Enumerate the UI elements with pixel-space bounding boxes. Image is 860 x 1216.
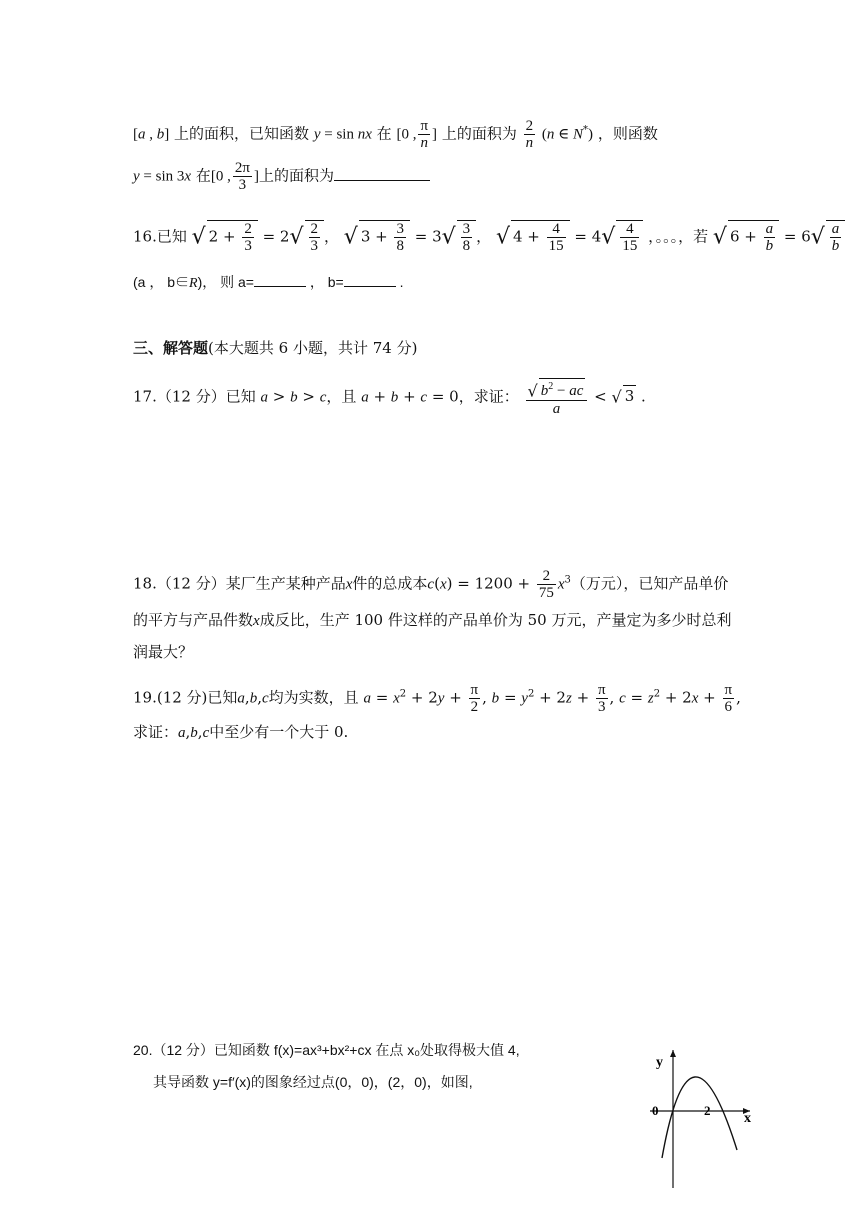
answer-blank-q15[interactable]	[334, 166, 430, 181]
q19-text-d: 中至少有一个大于 0.	[209, 723, 349, 741]
section-3-header	[133, 338, 417, 358]
q17-cond: ，且	[326, 387, 357, 406]
q18-text-f: 润最大？	[133, 643, 194, 661]
section-3-title: 三、解答题	[133, 339, 209, 357]
origin-label: 0	[652, 1103, 659, 1118]
q18-text-b: 件的总成本	[352, 574, 428, 593]
q19-line-1: 19.(12 分)已知a,b,c均为实数，且 $a = x^2 + 2y$ + $\frac{\pi}{2}$ , $b = y^2 + 2z$ + $\frac{\pi}{3}$ , $c = z^2 + 2x$ + $\frac{\pi}{6}$ ,	[133, 682, 741, 715]
fraction-2pi-over-3: $\frac{2\pi}{3}$	[234, 160, 250, 193]
q18-line-3	[133, 642, 193, 662]
q18-text-e: 成反比，生产 100 件这样的产品单价为 50 万元，产量定为多少时总利	[259, 611, 732, 629]
q16-label: 16.已知	[133, 227, 187, 246]
fraction-2-over-n: $\frac{2}{n}$	[525, 118, 534, 151]
q15-text-area: 上的面积，已知函数	[174, 124, 310, 143]
q17-prove: ，求证：	[458, 387, 519, 406]
q19-text-c: 求证：	[133, 723, 179, 741]
q16-end: .	[399, 274, 404, 290]
x-axis-label: x	[744, 1111, 751, 1126]
q16-line-2: (a ， b∈R)， 则 a= ， b= .	[133, 274, 404, 291]
q20-line-1	[133, 1040, 520, 1060]
q18-line-2: 的平方与产品件数x成反比，生产 100 件这样的产品单价为 50 万元，产量定为多少时总利	[133, 611, 732, 629]
section-3-note: (本大题共 6 小题，共计 74 分)	[208, 339, 418, 357]
q17-line: 17.（12 分）已知 a > b > c，且 a + b + c = 0，求证： $\frac{√ b^2 - ac}{a}$ < √ 3 .	[133, 378, 646, 417]
q16-cond-open: (a ， b	[133, 274, 176, 290]
y-axis-label: y	[656, 1055, 663, 1070]
derivative-graph	[640, 1040, 760, 1190]
q15-text-area-2: 上的面积为	[258, 166, 334, 185]
q16-cond-close: )， 则 a=	[197, 274, 254, 290]
q20-text-b: 其导函数 y=f′(x)的图象经过点(0，0)，(2，0)，如图,	[153, 1074, 473, 1090]
q18-text-d: 的平方与产品件数	[133, 611, 254, 629]
root-label: 2	[704, 1103, 711, 1118]
q17-label: 17.（12 分）已知	[133, 387, 256, 406]
fraction-pi-over-n: $\frac{\pi}{n}$	[420, 118, 429, 151]
q18-text-a: 18.（12 分）某厂生产某种产品	[133, 574, 346, 593]
fraction-2-over-75: $\frac{2}{75}$	[538, 568, 554, 601]
answer-blank-a[interactable]	[254, 272, 306, 287]
q15-line-2: y = sin 3x 在[0 , $\frac{2\pi}{3}$ ]上的面积为	[133, 160, 430, 193]
q15-text-area-is: 上的面积为	[441, 124, 517, 143]
q18-text-c: （万元），已知产品单价	[570, 574, 729, 593]
q19-text-a: 19.(12 分)已知	[133, 688, 238, 707]
q15-text-then: ，则函数	[597, 124, 658, 143]
q18-line-1: 18.（12 分）某厂生产某种产品x件的总成本c(x) = 1200 + $\frac{2}{75}$ $x^3$（万元），已知产品单价	[133, 568, 729, 601]
q16-line-1: 16.已知 √ 2 + $\frac{2}{3}$ = 2√ $\frac{2}{3}$ ， √ 3 + $\frac{3}{8}$ = 3√ $\frac{3}{8}$ ， √ 4 + $\frac{4}{15}$ = 4√ $\frac{4}{15}$ ，。。。，若 √ 6 + $\frac{a}{b}$ = 6√ $\frac{a}{b}$	[133, 220, 845, 254]
y-axis-arrow	[670, 1050, 676, 1057]
q19-text-b: 均为实数，且	[268, 688, 359, 707]
q15-line-1: [a , b] 上的面积，已知函数 y = sin nx 在 [0 , $\frac{\pi}{n}$ ] 上的面积为 $\frac{2}{n}$ (n ∈ N*) ，则函数	[133, 118, 658, 151]
q17-fraction: $\frac{√ b^2 - ac}{a}$	[526, 378, 588, 417]
q16-dots: ，。。。，若	[648, 227, 709, 246]
q16-b-label: ， b=	[309, 274, 344, 290]
q15-text-in: 在	[376, 124, 392, 143]
q15-text-in-2: 在	[195, 166, 211, 185]
answer-blank-b[interactable]	[344, 272, 396, 287]
q16-real-set: R	[189, 276, 198, 291]
q20-line-2	[153, 1072, 473, 1092]
q19-line-2: 求证：a,b,c中至少有一个大于 0.	[133, 723, 349, 741]
q20-text-a: 20.（12 分）已知函数 f(x)=ax³+bx²+cx 在点 x₀处取得极大值 4,	[133, 1042, 520, 1058]
